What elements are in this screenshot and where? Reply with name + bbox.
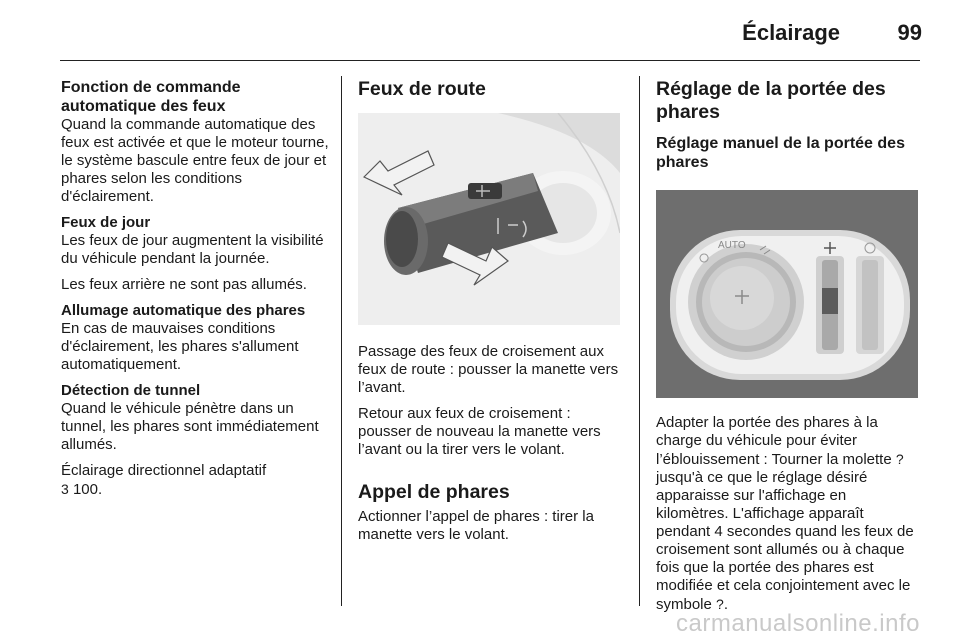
paragraph-auto-headlights: En cas de mauvaises conditions d'éclairement, les phares s'allument automatiquement. (61, 320, 299, 373)
heading-headlight-flash: Appel de phares (358, 481, 510, 503)
range-adjustment-text-1: Adapter la portée des phares à la charge du véhicule pour éviter l’éblouissement : Tourner la molette (656, 414, 892, 468)
column-divider-2 (639, 76, 640, 606)
heading-daytime-lights: Feux de jour (61, 214, 151, 231)
column-2 (358, 78, 628, 552)
range-adjustment-text-2: jusqu'à ce que le réglage désiré apparaisse sur l'affichage en kilomètres. L'affichage apparaît pendant 4 secondes quand les feux de croisement sont allumés ou à chaque fois que la portée des phares est modifiée et cela conjointement avec le symbole (656, 469, 914, 613)
heading-manual-range: Réglage manuel de la portée des phares (656, 135, 905, 171)
page-reference-link[interactable]: 100. (72, 481, 103, 498)
page-number: 99 (897, 20, 922, 45)
heading-auto-headlights: Allumage automatique des phares (61, 302, 306, 319)
paragraph-high-beam-on: Passage des feux de croisement aux feux de route : pousser la manette vers l’avant. (358, 343, 619, 396)
range-adjustment-end: . (723, 596, 728, 613)
paragraph-headlight-flash: Actionner l’appel de phares : tirer la manette vers le volant. (358, 508, 594, 543)
light-switch-panel-illustration (656, 190, 918, 398)
page-reference-arrow-icon: 3 (61, 481, 69, 497)
paragraph-auto-lights: Quand la commande automatique des feux est activée et que le moteur tourne, le système bascule entre feux de jour et phares selon les conditions d'éclairement. (61, 116, 329, 205)
heading-auto-lights: Fonction de commande automatique des feux (61, 79, 241, 115)
paragraph-daytime-lights: Les feux de jour augmentent la visibilité du véhicule pendant la journée. (61, 232, 324, 267)
heading-high-beam: Feux de route (358, 78, 486, 100)
auto-position-label: AUTO (718, 240, 746, 251)
headlight-range-symbol-icon: ? (716, 596, 724, 612)
paragraph-tunnel-detection: Quand le véhicule pénètre dans un tunnel, les phares sont immédiatement allumés. (61, 400, 319, 453)
section-title: Éclairage (742, 20, 840, 45)
paragraph-adaptive-lighting (61, 462, 331, 499)
heading-tunnel-detection: Détection de tunnel (61, 382, 201, 399)
column-divider-1 (341, 76, 342, 606)
high-beam-stalk-illustration (358, 113, 620, 325)
column-1 (61, 78, 331, 507)
header-divider (60, 60, 920, 61)
adaptive-lighting-text: Éclairage directionnel adaptatif (61, 462, 267, 479)
page-header (0, 0, 960, 60)
heading-headlight-range: Réglage de la portée des phares (656, 78, 886, 123)
headlight-range-icon: ? (895, 451, 904, 467)
paragraph-rear-lights: Les feux arrière ne sont pas allumés. (61, 276, 307, 293)
column-3 (656, 78, 920, 622)
paragraph-range-adjustment (656, 414, 920, 614)
paragraph-low-beam-return: Retour aux feux de croisement : pousser de nouveau la manette vers l’avant ou la tirer vers le volant. (358, 405, 601, 458)
watermark: carmanualsonline.info (676, 610, 920, 637)
